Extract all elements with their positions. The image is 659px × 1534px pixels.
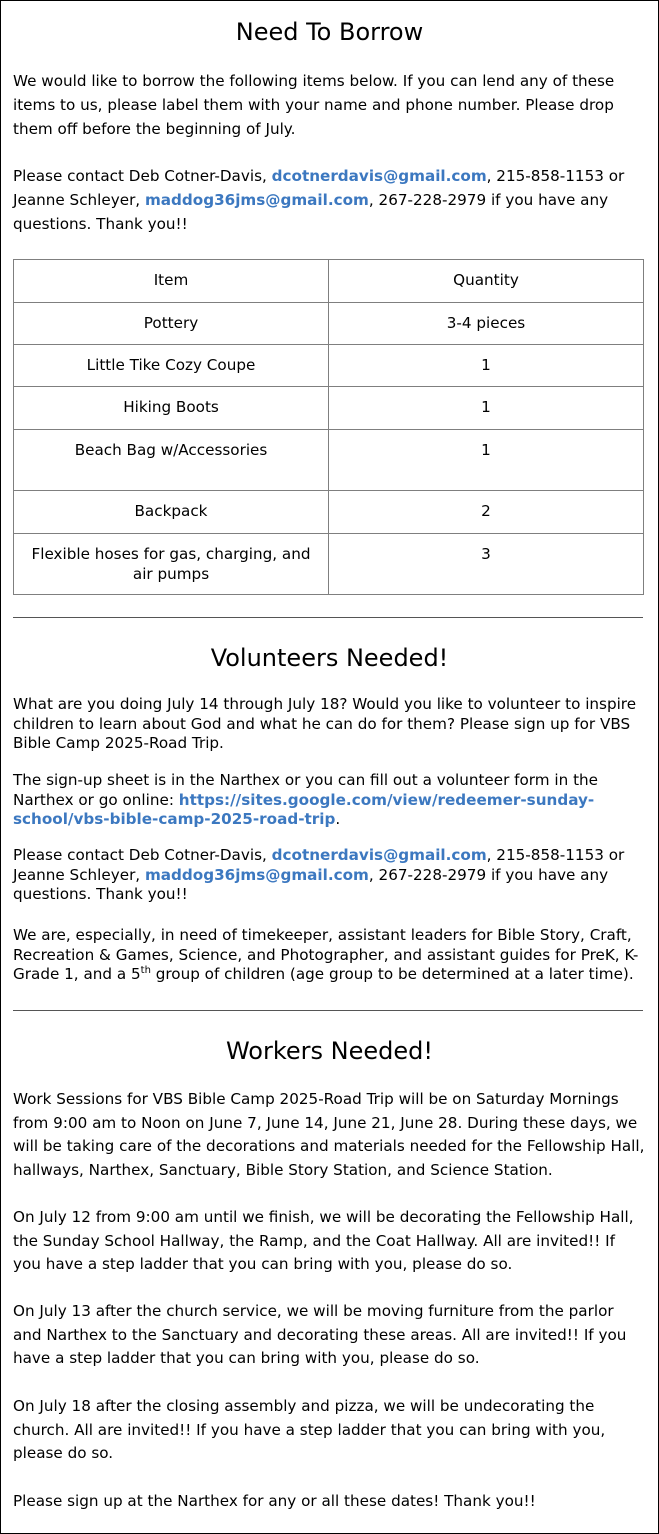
column-header-item: Item xyxy=(14,260,329,303)
workers-july-12: On July 12 from 9:00 am until we finish, we will be decorating the Fellowship Hall, the Sunday School Hallway, the Ramp, and the Coat Hallway. All are invited!! If you have a step ladder that you can bring with you, please do so. xyxy=(13,1208,634,1274)
item-cell: Little Tike Cozy Coupe xyxy=(14,345,329,387)
contact-text: , 215-858-1153 or Jeanne Schleyer, xyxy=(13,167,625,209)
contact-text: , 215-858-1153 or Jeanne Schleyer, xyxy=(13,846,625,884)
table-row xyxy=(14,387,644,430)
borrow-title: Need To Borrow xyxy=(235,18,424,46)
borrow-items-table xyxy=(13,259,644,595)
signup-url-link[interactable]: https://sites.google.com/view/redeemer-sunday-school/vbs-bible-camp-2025-road-trip xyxy=(13,790,595,828)
table-row xyxy=(14,345,644,387)
volunteers-signup xyxy=(13,771,645,830)
email-link-deb[interactable]: dcotnerdavis@gmail.com xyxy=(271,167,487,185)
workers-july-13: On July 13 after the church service, we will be moving furniture from the parlor and Narthex to the Sanctuary and decorating these areas. All are invited!! If you have a step ladder that you can bring with you, please do so. xyxy=(13,1302,627,1368)
volunteers-title: Volunteers Needed! xyxy=(210,644,449,672)
needs-text: We are, especially, in need of timekeeper, assistant leaders for Bible Story, Craft, Recreation & Games, Science, and Photographer, and assistant guides for PreK, K-Grade 1, and a 5 xyxy=(13,926,639,983)
table-header-row xyxy=(14,260,644,303)
workers-signup-note: Please sign up at the Narthex for any or all these dates! Thank you!! xyxy=(13,1492,536,1510)
table-row xyxy=(14,430,644,491)
section-divider xyxy=(13,1010,643,1011)
workers-sessions: Work Sessions for VBS Bible Camp 2025-Road Trip will be on Saturday Mornings from 9:00 am to Noon on June 7, June 14, June 21, June 28. During these days, we will be taking care of the decorations and materials needed for the Fellowship Hall, hallways, Narthex, Sanctuary, Bible Story Station, and Science Station. xyxy=(13,1090,645,1180)
workers-title: Workers Needed! xyxy=(225,1037,434,1065)
item-cell: Backpack xyxy=(14,491,329,534)
quantity-cell: 1 xyxy=(329,430,644,491)
table-row xyxy=(14,303,644,345)
contact-text: , 267-228-2979 if you have any xyxy=(368,191,609,209)
contact-text: Please contact Deb Cotner-Davis, xyxy=(13,167,272,185)
item-cell: Pottery xyxy=(14,303,329,345)
july-18-text: church. All are invited!! If you have a step ladder that you can bring with you, please do so. xyxy=(13,1420,606,1463)
quantity-cell: 1 xyxy=(329,345,644,387)
signup-text: The sign-up sheet is in the Narthex or you can fill out a volunteer form in the Narthex or go online: xyxy=(13,771,599,809)
quantity-cell: 1 xyxy=(329,387,644,430)
borrow-intro: We would like to borrow the following items below. If you can lend any of these items to us, please label them with your name and phone number. Please drop them off before the beginning of July. xyxy=(13,72,615,138)
email-link-jeanne[interactable]: maddog36jms@gmail.com xyxy=(144,191,369,209)
quantity-cell: 3 xyxy=(329,534,644,595)
contact-text: Please contact Deb Cotner-Davis, xyxy=(13,846,272,864)
quantity-cell: 2 xyxy=(329,491,644,534)
needs-text: group of children (age group to be determined at a later time). xyxy=(150,965,634,983)
workers-july-18 xyxy=(13,1395,645,1466)
item-cell: Hiking Boots xyxy=(14,387,329,430)
signup-text: . xyxy=(335,810,341,828)
item-cell: Beach Bag w/Accessories xyxy=(14,430,329,491)
ordinal-suffix: th xyxy=(140,965,151,976)
july-18-text: On July 18 after the closing assembly and pizza, we will be undecorating the xyxy=(13,1397,595,1415)
email-link-deb[interactable]: dcotnerdavis@gmail.com xyxy=(271,846,487,864)
contact-text: , 267-228-2979 if you have any xyxy=(368,865,609,884)
contact-closing: questions. Thank you!! xyxy=(13,215,188,233)
table-row xyxy=(14,491,644,534)
volunteers-needs xyxy=(13,926,645,985)
item-cell: Flexible hoses for gas, charging, and air pumps xyxy=(14,534,329,595)
email-link-jeanne[interactable]: maddog36jms@gmail.com xyxy=(144,865,369,884)
column-header-quantity: Quantity xyxy=(329,260,644,303)
section-divider xyxy=(13,617,643,618)
volunteers-intro: What are you doing July 14 through July 18? Would you like to volunteer to inspire children to learn about God and what he can do for them? Please sign up for VBS Bible Camp 2025-Road Trip. xyxy=(13,695,637,752)
volunteers-contact xyxy=(13,846,645,905)
table-row xyxy=(14,534,644,595)
borrow-contact xyxy=(13,164,645,236)
quantity-cell: 3-4 pieces xyxy=(329,303,644,345)
contact-closing: questions. Thank you!! xyxy=(13,885,188,903)
